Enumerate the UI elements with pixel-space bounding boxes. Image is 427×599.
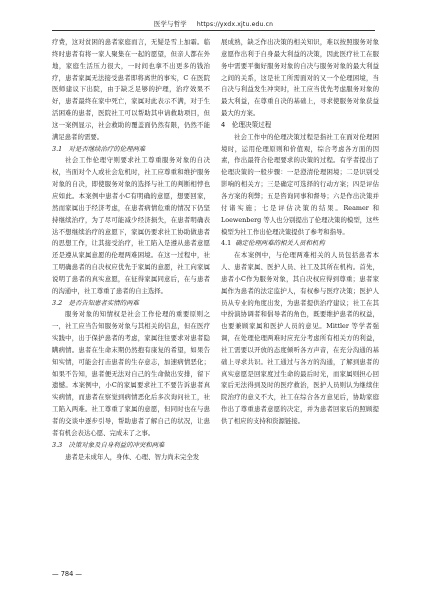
- section-3-1-paragraph: 社会工作伦理守则要求社工尊重服务对象的自决权，当面对个人或社会危机时，社工应尊重和维护服务对象的自决，即使服务对象的选择与社工的判断相悖也应如此。本案例中患者小C有明确的意愿，想要回家，然而家属出于经济考虑，在患者病情危重的情况下仍坚持继续治疗，为了尽可能减少经济损失，在患者明确表达不想继续治疗的意愿下，家属仍要求社工协助做患者的思想工作，让其接受治疗，社工陷入是遵从患者意愿还是遵从家属意愿的伦理两难困境。在这一过程中，社工明确患者的自决权应优先于家属的意愿，社工向家属说明了患者的真实意愿，在征得家属同意后，在与患者的沟通中，社工尊重了患者的自主选择。: [52, 156, 210, 295]
- section-4-1-number: 4.1: [221, 239, 232, 248]
- section-3-2-heading: 3.2 是否告知患者实情的两难: [52, 298, 139, 307]
- paragraph-continued: 疗费，这对贫困的患者家庭而言，无疑是雪上加霜。临终时患者有将一家人聚集在一起的愿望，但亲人都在外地，家庭生活压力很大，一时间也拿不出更多的钱治疗，患者家属无法接受患者即将离世的事实，C 在医院医师建议下出院，由于缺乏足够的护理，治疗效果不好，患者最终在家中死亡，家属对此表示不满，对于生活困难的患者，医院社工可以帮助其申请救助项目，但这一案例显示，社会救助的覆盖面仍然有限，仍然不能满足患者的需要。: [52, 38, 210, 141]
- section-3-1-heading: 3.1 对是否继续治疗的伦理两难: [52, 144, 146, 153]
- section-3-2-paragraph: 服务对象的知情权是社会工作伦理的重要原则之一，社工应当告知服务对象与其相关的信息，但在医疗实践中，出于保护患者的考虑，家属往往要求对患者隐瞒病情。患者在生命末期仍然抱有康复的希望，如果告知实情，可能会打击患者的生存意志，加速病情恶化；如果不告知，患者便无法对自己的生命做出安排，留下遗憾。本案例中，小C的家属要求社工不要告诉患者真实病情，而患者在察觉到病情恶化后多次询问社工，社工陷入两难。社工尊重了家属的意愿，但同时也在与患者的交谈中逐步引导，帮助患者了解自己的状况，让患者有机会表达心愿、完成未了之事。: [52, 310, 210, 437]
- section-4-paragraph: 社会工作中的伦理决策过程是指社工在面对伦理困境时，运用伦理原则和价值观，综合考虑各方面的因素，作出最符合伦理要求的决策的过程。有学者提出了伦理决策的一般步骤：一是澄清伦理困境；二是识别受影响的相关方；三是确定可选择的行动方案；四是评估各方案的利弊；五是咨询同事和督导；六是作出决策并付诸实施；七是评估决策的结果。Reamer 和 Loewenberg 等人也分别提出了伦理决策的模型，这些模型为社工作出伦理决策提供了参考和指导。: [221, 132, 379, 236]
- page-number: — 784 —: [52, 570, 82, 578]
- journal-name: 医学与哲学: [153, 20, 187, 28]
- section-4-1-heading: [221, 238, 379, 250]
- paragraph-continued-right: 展成熟，缺乏作出决策的相关知识，难以按照服务对象意愿作出利于自身最大利益的决策，因此医疗社工在服务中需要平衡好服务对象的自决与服务对象的最大利益之间的关系，这是社工所需面对的又一个伦理困境，当自决与利益发生冲突时，社工应当优先考虑服务对象的最大利益，在尊重自决的基础上，寻求使服务对象获益最大的方案。: [221, 38, 379, 118]
- section-3-3-heading: 3.3 决策对象及自身利益的冲突和两难: [52, 440, 165, 449]
- section-3-3-paragraph: 患者是未成年人，身体、心理、智力尚未完全发: [65, 452, 200, 461]
- journal-url: https://yxdx.xjtu.edu.cn: [196, 21, 274, 28]
- right-column: [221, 37, 379, 556]
- section-4-1-title: 确定伦理两难的相关人员和机构: [235, 239, 325, 248]
- section-4-heading: 4 伦理决策过程: [221, 120, 272, 129]
- left-column: [52, 37, 210, 556]
- section-4-1-paragraph: 在本案例中，与伦理两难相关的人员包括患者本人、患者家属、医护人员、社工及其所在机构。首先，患者小C作为服务对象，其自决权应得到尊重；患者家属作为患者的法定监护人，有权参与医疗决策；医护人员从专业的角度出发，为患者提供治疗建议；社工在其中扮演协调者和倡导者的角色，既要维护患者的权益，也要兼顾家属和医护人员的意见。Mittler 等学者强调，在处理伦理两难时应充分考虑所有相关方的利益，社工需要以开放的态度倾听各方声音，在充分沟通的基础上寻求共识。社工通过与各方的沟通，了解到患者的真实意愿是回家度过生命的最后时光，而家属则担心回家后无法得到及时的医疗救治，医护人员则认为继续住院治疗的意义不大，社工在综合各方意见后，协助家庭作出了尊重患者意愿的决定，并为患者回家后的照顾提供了相应的支持和资源链接。: [221, 251, 379, 425]
- running-header: [52, 17, 375, 31]
